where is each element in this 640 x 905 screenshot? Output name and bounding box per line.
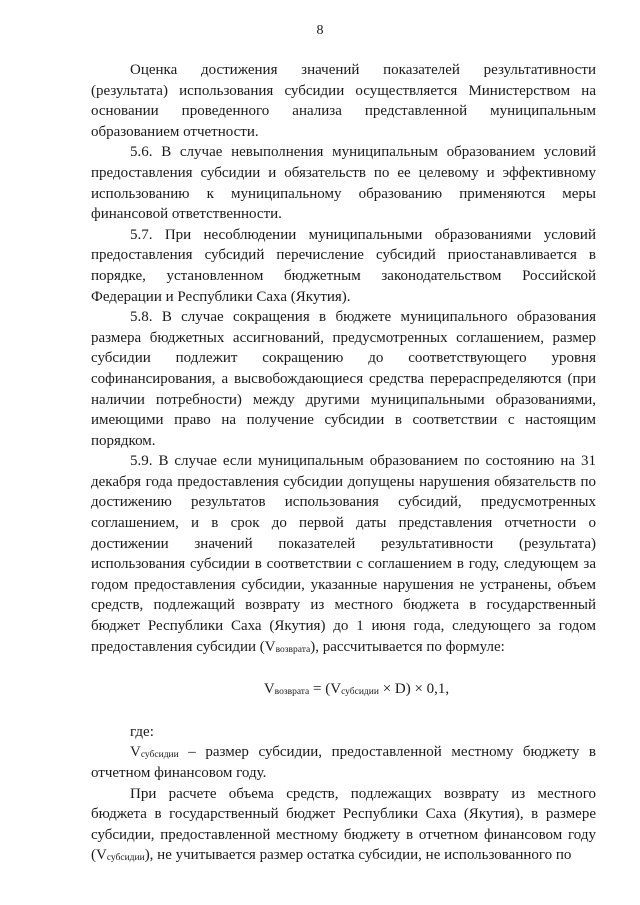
paragraph-calculation-tail: ), не учитывается размер остатка субсидии, не использованного по — [144, 847, 572, 864]
paragraph-calculation — [91, 784, 596, 866]
document-body — [91, 60, 596, 866]
paragraph-evaluation: Оценка достижения значений показателей результативности (результата) использования субсидии осуществляется Министерством на основании проведенного анализа представленной муниципальным образованием отчетности. — [91, 62, 596, 140]
paragraph-5-9-tail: ), рассчитывается по формуле: — [310, 638, 505, 655]
paragraph-5-6: 5.6. В случае невыполнения муниципальным образованием условий предоставления субсидии и обязательств по ее целевому и эффективному использованию к муниципальному образованию применяются меры финансовой ответственности. — [91, 144, 596, 223]
paragraph-calculation-text: При расчете объема средств, подлежащих возврату из местного бюджета в государственный бюджет Республики Саха (Якутия), в размере субсидии, предоставленной местному бюджету в отчетном финансовом году (V — [91, 785, 596, 864]
formula-tail: × D) × 0,1, — [378, 681, 450, 698]
paragraph-5-8: 5.8. В случае сокращения в бюджете муниципального образования размера бюджетных ассигнований, предусмотренных соглашением, размер субсидии подлежит сокращению до соответствующего уровня софинансирования, а высвобождающиеся средства перераспределяются (при наличии потребности) между другими муниципальными образованиями, имеющими право на получение субсидии в соответствии с настоящим порядком. — [91, 309, 596, 449]
definition-text: – размер субсидии, предоставленной местному бюджету в отчетном финансовом году. — [91, 744, 596, 781]
return-formula — [91, 679, 596, 700]
paragraph-5-9-text: 5.9. В случае если муниципальным образованием по состоянию на 31 декабря года предоставления субсидии допущены нарушения обязательств по достижению результатов использования субсидий, предусмотренных соглашением, и в срок до первой даты представления отчетности о достижении значений показателей результативности (результата) использования субсидии в соответствии с соглашением в году, следующем за годом предоставления субсидии, указанные нарушения не устранены, объем средств, подлежащий возврату из местного бюджета в государственный бюджет Республики Саха (Якутия) до 1 июня года, следующего за годом предоставления субсидии (V — [91, 453, 596, 655]
formula-equals: = (V — [309, 681, 342, 698]
definition-symbol: V — [130, 744, 141, 761]
paragraph-5-7: 5.7. При несоблюдении муниципальными образованиями условий предоставления субсидий перечисление субсидий приостанавливается в порядке, установленном бюджетным законодательством Российской Федерации и Республики Саха (Якутия). — [91, 226, 596, 305]
paragraph-5-9-subscript: возврата — [275, 644, 311, 655]
definition-subscript: субсидии — [140, 750, 179, 761]
paragraph-5-9 — [91, 451, 596, 657]
paragraph-calculation-subscript: субсидии — [106, 853, 145, 864]
where-label: где: — [130, 723, 154, 740]
definition-v-subsidy — [91, 742, 596, 783]
formula-v-return: V — [263, 681, 275, 698]
page-number: 8 — [316, 23, 324, 38]
formula-sub-subsidy: субсидии — [341, 687, 379, 698]
formula-sub-return: возврата — [274, 687, 310, 698]
